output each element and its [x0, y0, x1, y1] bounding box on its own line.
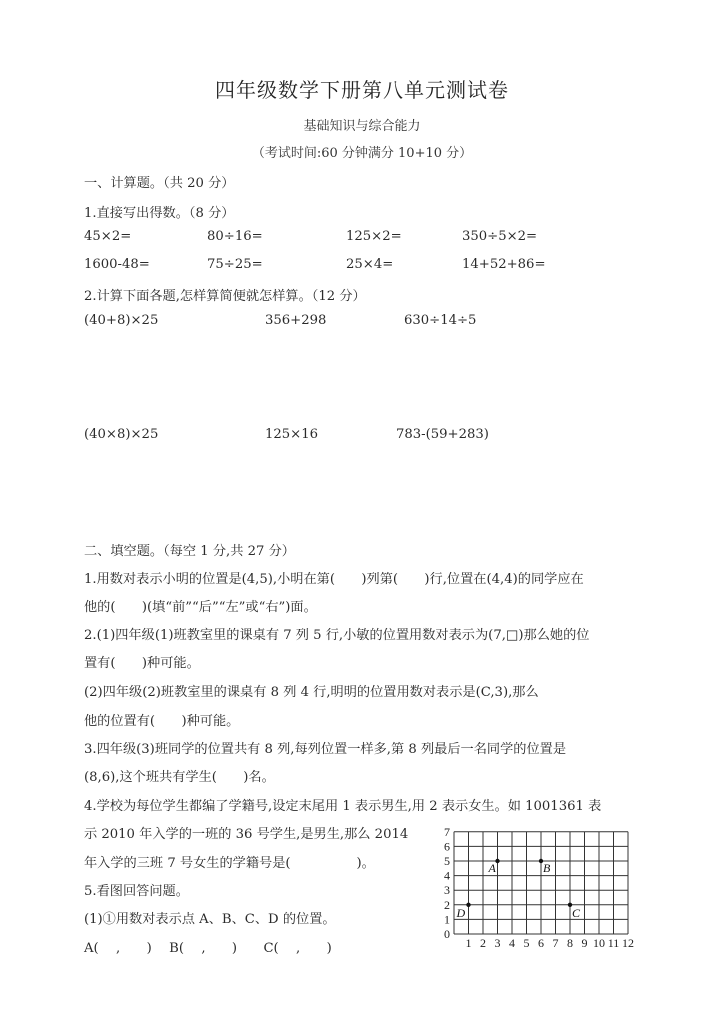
section1-heading: 一、计算题。（共 20 分） — [84, 176, 235, 191]
fill-line: (1)①用数对表示点 A、B、C、D 的位置。 — [84, 912, 336, 927]
q1-item: 14+52+86= — [462, 257, 546, 272]
x-tick-label: 12 — [622, 936, 634, 950]
fill-line: 他的位置有( )种可能。 — [84, 714, 240, 729]
page-title: 四年级数学下册第八单元测试卷 — [215, 78, 509, 102]
coordinate-grid-figure — [438, 826, 638, 950]
q2-item: (40×8)×25 — [84, 427, 159, 442]
section2-heading: 二、填空题。（每空 1 分,共 27 分） — [84, 544, 295, 559]
q2-item: 125×16 — [265, 427, 319, 442]
fill-line: 5.看图回答问题。 — [84, 884, 189, 899]
x-tick-label: 9 — [581, 936, 588, 950]
y-tick-label: 6 — [444, 839, 450, 854]
fill-line: 2.(1)四年级(1)班教室里的课桌有 7 列 5 行,小敏的位置用数对表示为(7,□)那么她的位 — [84, 628, 590, 643]
q1-item: 350÷5×2= — [462, 229, 538, 244]
q1-item: 45×2= — [84, 229, 132, 244]
fill-line: 4.学校为每位学生都编了学籍号,设定末尾用 1 表示男生,用 2 表示女生。如 1001361 表 — [84, 799, 602, 814]
point-d-marker — [466, 903, 470, 907]
fill-line: (2)四年级(2)班教室里的课桌有 8 列 4 行,明明的位置用数对表示是(C,3),那么 — [84, 685, 539, 700]
fill-line: 3.四年级(3)班同学的位置共有 8 列,每列位置一样多,第 8 列最后一名同学的位置是 — [84, 742, 567, 757]
q1-item: 1600-48= — [84, 257, 150, 272]
x-tick-label: 4 — [509, 936, 515, 950]
x-tick-label: 8 — [567, 936, 573, 950]
x-tick-label: 11 — [607, 936, 620, 950]
fill-line: A( , ) B( , ) C( , ) — [84, 941, 332, 956]
point-d-label: D — [456, 905, 466, 920]
page-subtitle: 基础知识与综合能力 — [303, 119, 421, 134]
point-a-label: A — [488, 861, 496, 875]
x-tick-label: 7 — [552, 936, 559, 950]
q2-item: 630÷14÷5 — [404, 313, 477, 328]
coordinate-grid — [438, 826, 638, 950]
x-tick-label: 10 — [593, 936, 605, 950]
y-tick-label: 0 — [444, 927, 450, 941]
q2-item: 356+298 — [265, 313, 327, 328]
q1-item: 125×2= — [346, 229, 402, 244]
point-c-label: C — [572, 905, 581, 920]
x-tick-label: 6 — [538, 936, 544, 950]
fill-line: 1.用数对表示小明的位置是(4,5),小明在第( )列第( )行,位置在(4,4)的同学应在 — [84, 572, 584, 587]
x-tick-label: 1 — [465, 936, 472, 950]
q2-label: 2.计算下面各题,怎样算简便就怎样算。（12 分） — [84, 289, 366, 304]
exam-time-info: （考试时间:60 分钟满分 10+10 分） — [251, 146, 473, 161]
x-tick-label: 3 — [494, 936, 501, 950]
y-tick-label: 3 — [444, 883, 450, 898]
point-b-label: B — [543, 861, 551, 875]
y-tick-label: 4 — [444, 868, 450, 883]
fill-line: 年入学的三班 7 号女生的学籍号是( )。 — [84, 856, 375, 871]
point-a-marker — [495, 859, 499, 863]
y-tick-label: 1 — [444, 912, 450, 927]
y-tick-label: 7 — [444, 826, 450, 839]
x-tick-label: 2 — [480, 936, 486, 950]
q2-item: (40+8)×25 — [84, 313, 159, 328]
fill-line: 示 2010 年入学的一班的 36 号学生,是男生,那么 2014 — [84, 827, 409, 842]
y-tick-label: 2 — [444, 897, 450, 912]
q1-item: 80÷16= — [207, 229, 263, 244]
fill-line: 置有( )种可能。 — [84, 656, 200, 671]
q1-item: 25×4= — [346, 257, 394, 272]
q1-item: 75÷25= — [207, 257, 263, 272]
x-tick-label: 5 — [523, 936, 530, 950]
fill-line: 他的( )(填“前”“后”“左”或“右”)面。 — [84, 600, 317, 615]
fill-line: (8,6),这个班共有学生( )名。 — [84, 770, 275, 785]
q1-label: 1.直接写出得数。（8 分） — [84, 206, 235, 221]
y-tick-label: 5 — [444, 854, 450, 868]
q2-item: 783-(59+283) — [396, 427, 489, 442]
